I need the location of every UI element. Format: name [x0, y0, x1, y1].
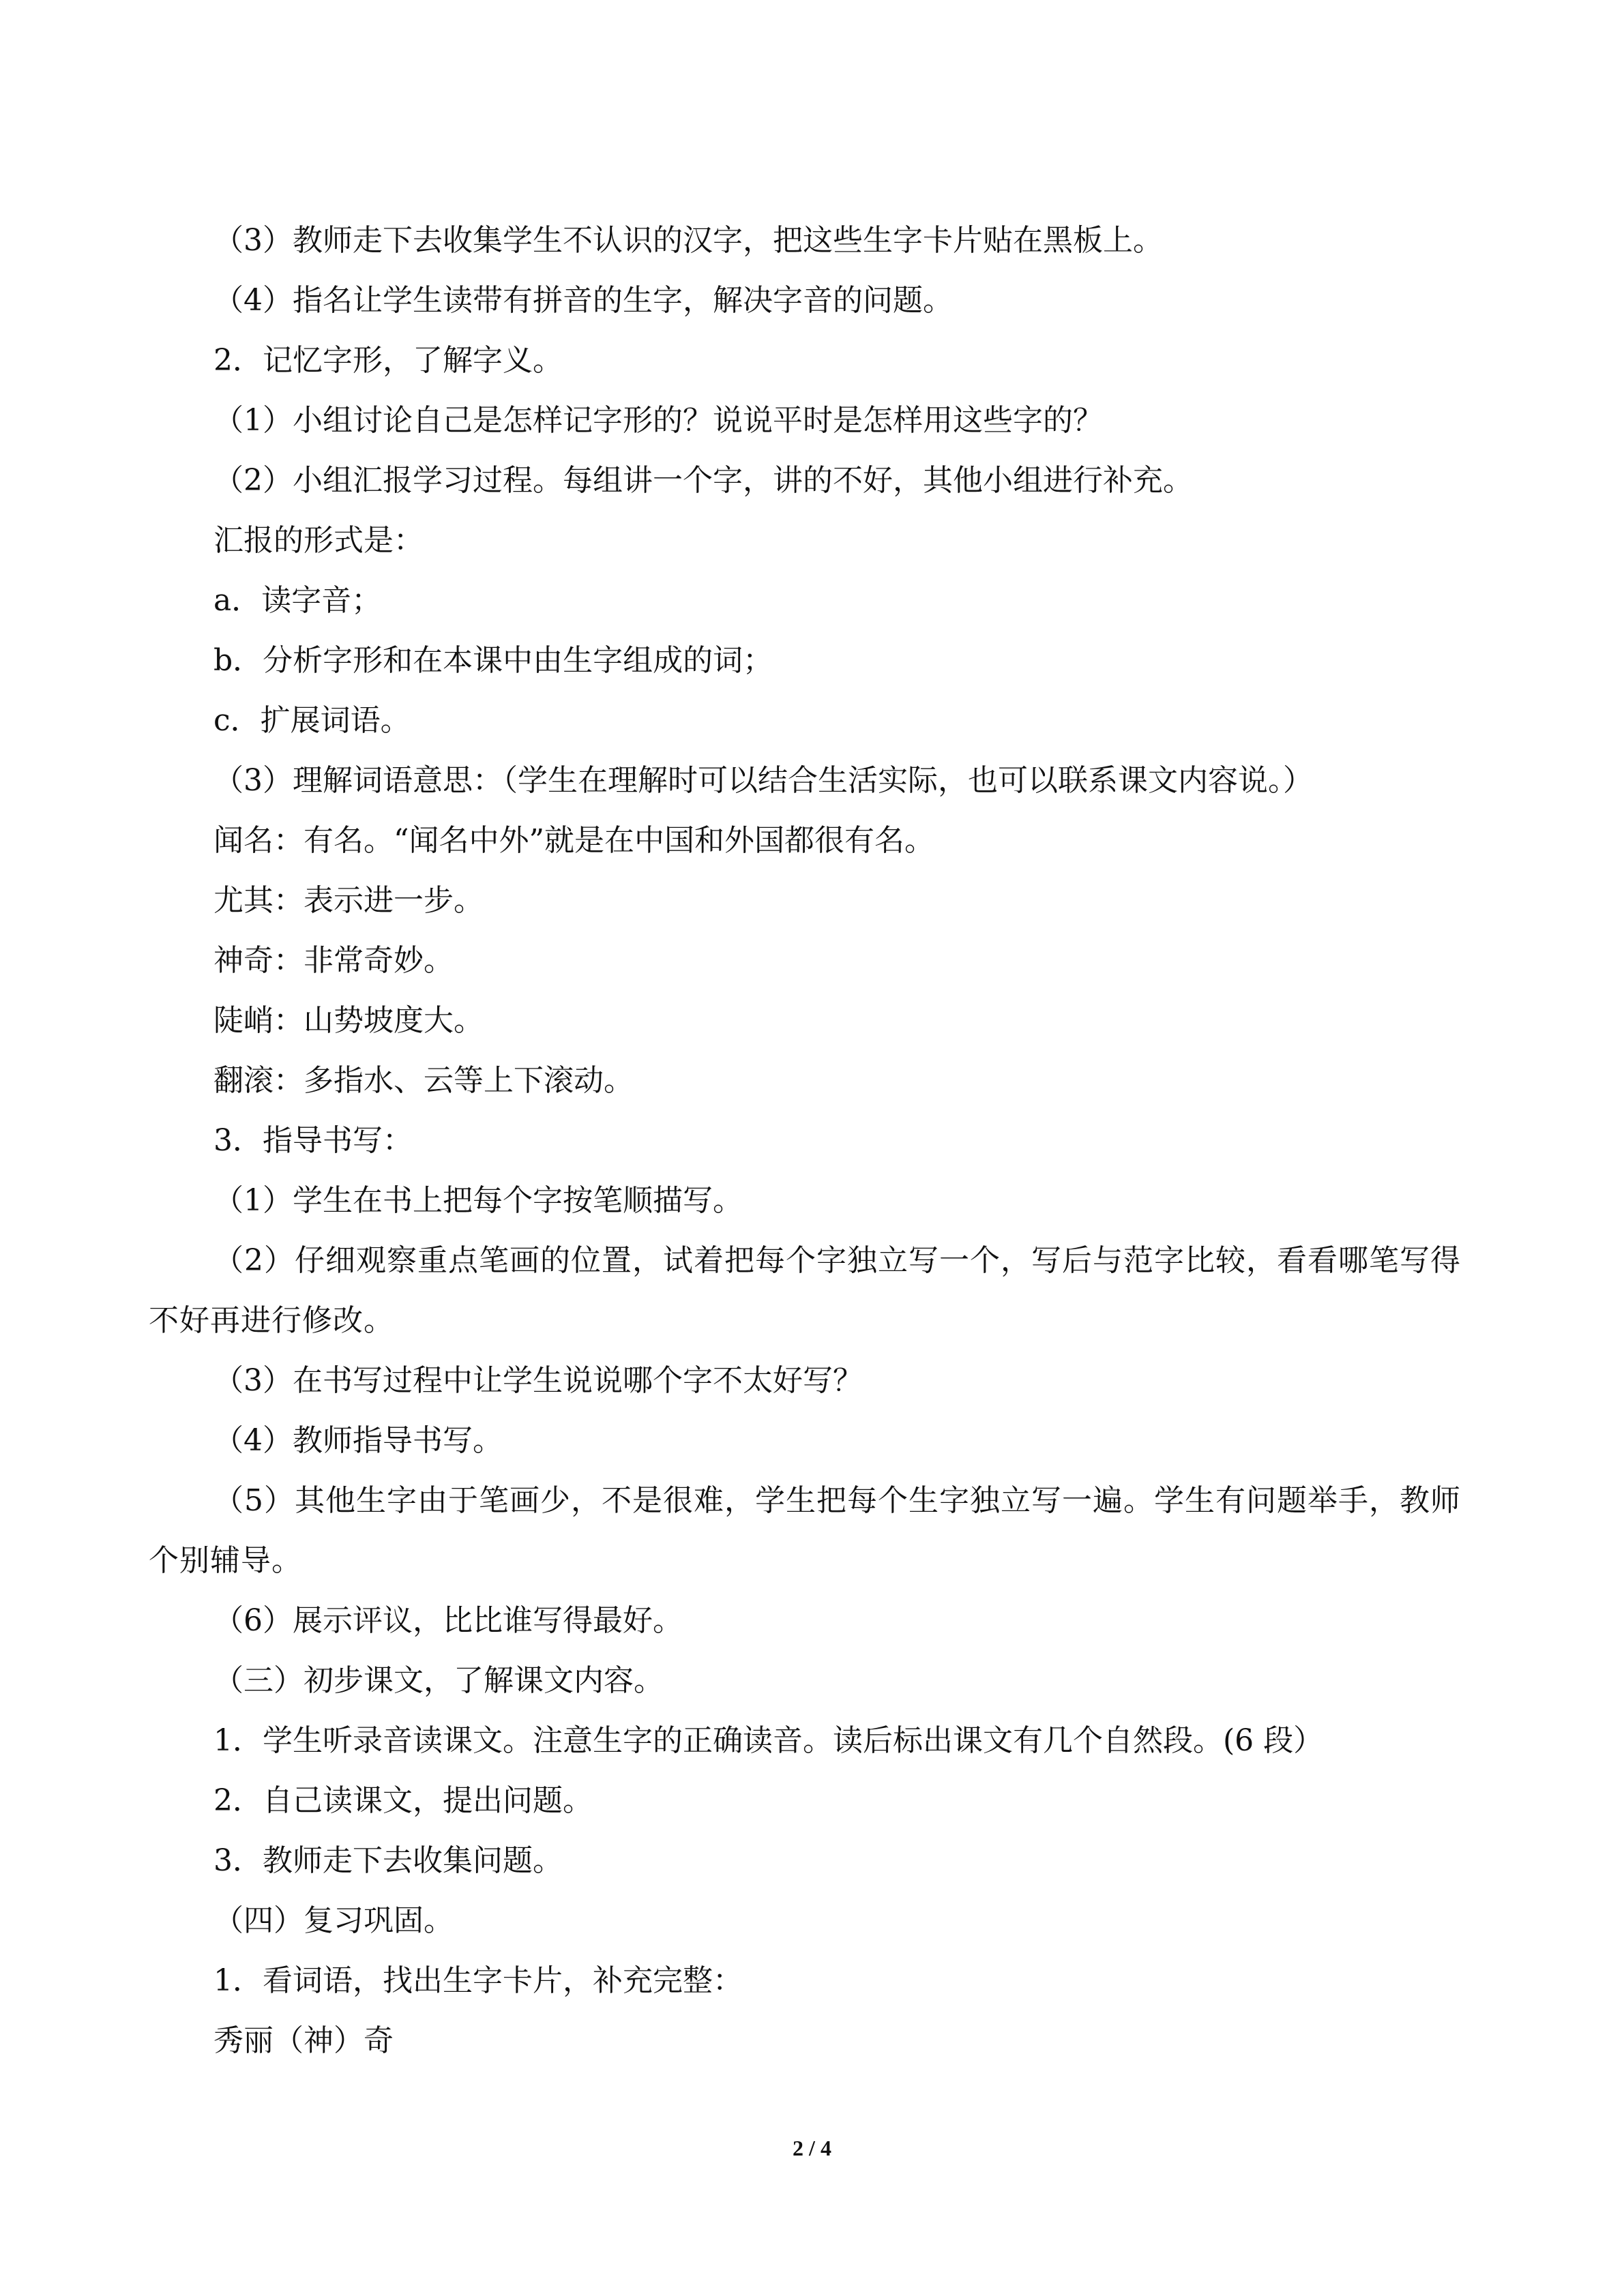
paragraph-item: （3）在书写过程中让学生说说哪个字不太好写？	[213, 1363, 863, 1398]
list-item: c．扩展词语。	[213, 703, 411, 738]
definition-line: 尤其：表示进一步。	[213, 883, 484, 918]
paragraph-text: 1．看词语，找出生字卡片，补充完整：	[213, 1963, 743, 1998]
paragraph-item: （4）教师指导书写。	[213, 1423, 503, 1458]
paragraph-item: （2）小组汇报学习过程。每组讲一个字，讲的不好，其他小组进行补充。	[213, 463, 1193, 498]
list-item: a．读字音；	[213, 583, 382, 618]
paragraph-item: （3）理解词语意思：（学生在理解时可以结合生活实际，也可以联系课文内容说。）	[213, 763, 1313, 798]
paragraph-wrapped: （5）其他生字由于笔画少，不是很难，学生把每个生字独立写一遍。学生有问题举手，教师个别辅导。	[149, 1483, 1461, 1578]
paragraph-text: 1．学生听录音读课文。注意生字的正确读音。读后标出课文有几个自然段。(6 段）	[213, 1723, 1324, 1758]
definition-line: 陡峭：山势坡度大。	[213, 1003, 484, 1038]
paragraph-text: 2．自己读课文，提出问题。	[213, 1783, 593, 1818]
paragraph-item: （1）小组讨论自己是怎样记字形的？说说平时是怎样用这些字的？	[213, 403, 1103, 438]
paragraph-text: 秀丽（神）奇	[213, 2023, 394, 2058]
paragraph-item: （6）展示评议，比比谁写得最好。	[213, 1603, 683, 1638]
page-number: 2 / 4	[793, 2136, 831, 2160]
paragraph-item: （1）学生在书上把每个字按笔顺描写。	[213, 1183, 743, 1218]
definition-line: 翻滚：多指水、云等上下滚动。	[213, 1063, 634, 1098]
definition-line: 神奇：非常奇妙。	[213, 943, 454, 978]
document-body	[149, 211, 1475, 2071]
list-item: b．分析字形和在本课中由生字组成的词；	[213, 643, 773, 678]
paragraph-text: 3．教师走下去收集问题。	[213, 1843, 563, 1878]
section-heading: （四）复习巩固。	[213, 1903, 454, 1938]
definition-line: 闻名：有名。“闻名中外”就是在中国和外国都很有名。	[213, 823, 934, 858]
paragraph-wrapped: （2）仔细观察重点笔画的位置，试着把每个字独立写一个，写后与范字比较，看看哪笔写得不好再进行修改。	[149, 1243, 1461, 1338]
paragraph-text: 汇报的形式是：	[213, 523, 424, 558]
paragraph-item: （4）指名让学生读带有拼音的生字，解决字音的问题。	[213, 283, 953, 318]
section-heading: 2．记忆字形，了解字义。	[213, 343, 563, 378]
section-heading: 3．指导书写：	[213, 1123, 413, 1158]
paragraph-item: （3）教师走下去收集学生不认识的汉字，把这些生字卡片贴在黑板上。	[213, 223, 1163, 258]
section-heading: （三）初步课文，了解课文内容。	[213, 1663, 664, 1698]
